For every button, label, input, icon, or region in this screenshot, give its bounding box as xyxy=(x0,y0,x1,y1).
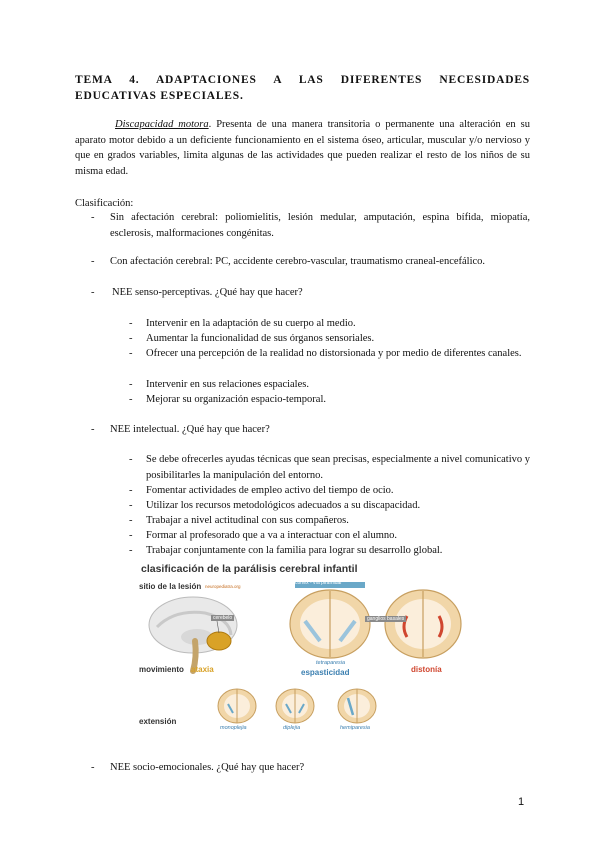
intro-term: Discapacidad motora xyxy=(115,119,209,130)
sub-list-item: Formar al profesorado que a va a interactuar con el alumno. xyxy=(146,530,398,541)
figure-title: clasificación de la parálisis cerebral infantil xyxy=(141,563,358,575)
sub-list-item: Intervenir en la adaptación de su cuerpo al medio. xyxy=(146,318,356,329)
cerebelo-label: cerebelo xyxy=(213,615,233,621)
basal-ganglia-brain-illustration xyxy=(385,590,461,658)
sub-list-item: Trabajar a nivel actitudinal con sus compañeros. xyxy=(146,515,349,526)
sagittal-brain-illustration xyxy=(149,597,237,671)
list-item: Con afectación cerebral: PC, accidente cerebro-vascular, traumatismo craneal-encefálico. xyxy=(110,256,486,267)
page-number: 1 xyxy=(518,796,525,808)
extension-label: extensión xyxy=(139,717,177,726)
sub-list-item: Se debe ofrecerles ayudas técnicas que sean precisas, especialmente a nivel comunicativo y posibilitarles la manipulación del entorno. xyxy=(146,454,530,481)
sub-list-item: Intervenir en sus relaciones espaciales. xyxy=(146,379,309,390)
dash: - xyxy=(91,762,95,773)
sub-list-item: Aumentar la funcionalidad de sus órganos sensoriales. xyxy=(146,333,375,344)
intro-paragraph xyxy=(75,117,530,179)
hemiparesia-label: hemiparesia xyxy=(340,725,370,731)
distonia-label: distonía xyxy=(411,665,442,674)
dash: - xyxy=(129,394,133,405)
espasticidad-label: espasticidad xyxy=(301,668,350,677)
movimiento-label: movimiento xyxy=(139,665,184,674)
ganglios-label: ganglios basales xyxy=(367,616,405,622)
monoplejia-brain-illustration xyxy=(218,689,256,723)
intro-text: . Presenta de una manera transitoria o permanente una alteración en su aparato motor debido a un deficiente funcionamiento en el sistema óseo, articular, muscular y/o nervioso y que en grados variables, limita algunas de las actividades que pueden realizar el resto de los niños de su misma edad. xyxy=(75,119,530,177)
sitio-label: sitio de la lesión xyxy=(139,582,202,591)
cortex-label: córtex - vía piramidal xyxy=(295,580,342,586)
cortex-brain-illustration xyxy=(290,582,370,658)
diplejia-brain-illustration xyxy=(276,689,314,723)
tetraparesia-label: tetraparesia xyxy=(316,660,346,666)
dash: - xyxy=(91,212,95,223)
dash: - xyxy=(129,333,133,344)
page-title: TEMA 4. ADAPTACIONES A LAS DIFERENTES NECESIDADES EDUCATIVAS ESPECIALES. xyxy=(75,74,530,102)
dash: - xyxy=(129,485,133,496)
dash: - xyxy=(129,545,133,556)
hemiparesia-brain-illustration xyxy=(338,689,376,723)
sub-list-item: Utilizar los recursos metodológicos adecuados a su discapacidad. xyxy=(146,500,421,511)
monoplejia-label: monoplejia xyxy=(220,725,247,731)
cerebral-palsy-figure xyxy=(135,561,465,739)
list-item: NEE socio-emocionales. ¿Qué hay que hacer? xyxy=(110,762,305,773)
sub-list-item: Ofrecer una percepción de la realidad no distorsionada y por medio de diferentes canales. xyxy=(146,348,522,359)
dash: - xyxy=(129,379,133,390)
sub-list-item: Trabajar conjuntamente con la familia para lograr su desarrollo global. xyxy=(146,545,443,556)
dash: - xyxy=(91,424,95,435)
dash: - xyxy=(91,287,95,298)
list-item: Sin afectación cerebral: poliomielitis, lesión medular, amputación, espina bífida, miopatía, esclerosis, malformaciones congénitas. xyxy=(110,212,530,239)
list-item: NEE senso-perceptivas. ¿Qué hay que hacer? xyxy=(112,287,303,298)
dash: - xyxy=(129,348,133,359)
clasificacion-label: Clasificación: xyxy=(75,198,134,209)
dash: - xyxy=(129,515,133,526)
dash: - xyxy=(129,318,133,329)
list-item: NEE intelectual. ¿Qué hay que hacer? xyxy=(110,424,270,435)
ataxia-label: ataxia xyxy=(191,665,214,674)
diplejia-label: diplejia xyxy=(283,725,301,731)
watermark-text: neuropediatra.org xyxy=(205,584,241,589)
sub-list-item: Fomentar actividades de empleo activo del tiempo de ocio. xyxy=(146,485,394,496)
sub-list-item: Mejorar su organización espacio-temporal. xyxy=(146,394,326,405)
dash: - xyxy=(129,500,133,511)
dash: - xyxy=(129,454,133,465)
dash: - xyxy=(91,256,95,267)
dash: - xyxy=(129,530,133,541)
